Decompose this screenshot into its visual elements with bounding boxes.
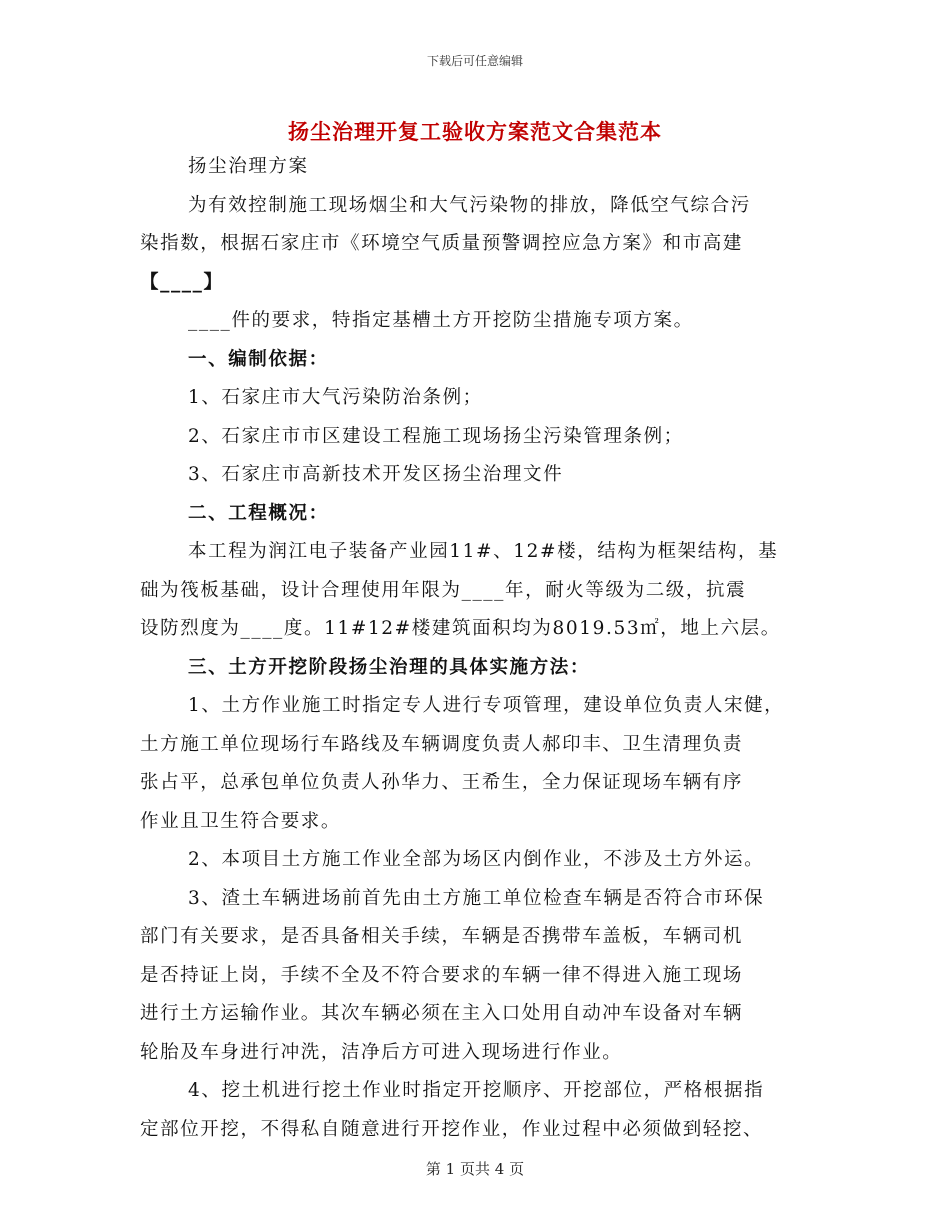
section-heading: 三、土方开挖阶段扬尘治理的具体实施方法：: [188, 656, 591, 678]
body-text-line: 设防烈度为____度。11#12#楼建筑面积均为8019.53㎡，地上六层。: [140, 618, 781, 639]
body-text-line: 土方施工单位现场行车路线及车辆调度负责人郝印丰、卫生清理负责: [140, 733, 744, 755]
body-text-line: 是否持证上岗，手续不全及不符合要求的车辆一律不得进入施工现场: [140, 964, 744, 986]
body-text-line: 染指数，根据石家庄市《环境空气质量预警调控应急方案》和市高建: [140, 233, 744, 254]
page-header: 下载后可任意编辑: [426, 54, 523, 68]
body-text-line: 4、挖土机进行挖土作业时指定开挖顺序、开挖部位，严格根据指: [188, 1080, 765, 1101]
body-text-line: 作业且卫生符合要求。: [140, 810, 342, 832]
body-text-line: 轮胎及车身进行冲洗，洁净后方可进入现场进行作业。: [140, 1041, 623, 1063]
body-text-line: 1、石家庄市大气污染防治条例；: [188, 387, 483, 408]
document-title: 扬尘治理开复工验收方案范文合集范本: [288, 119, 662, 144]
body-text-line: 3、石家庄市高新技术开发区扬尘治理文件: [188, 464, 564, 485]
body-text-line: 部门有关要求，是否具备相关手续，车辆是否携带车盖板，车辆司机: [140, 926, 744, 947]
body-text-line: 扬尘治理方案: [188, 156, 309, 177]
body-text-line: 为有效控制施工现场烟尘和大气污染物的排放，降低空气综合污: [188, 194, 751, 216]
document-body: [140, 148, 820, 1149]
body-text-line: 2、石家庄市市区建设工程施工现场扬尘污染管理条例；: [188, 425, 684, 447]
body-text-line: 本工程为润江电子装备产业园11#、12#楼，结构为框架结构，基: [188, 541, 779, 562]
body-text-line: 张占平，总承包单位负责人孙华力、王希生，全力保证现场车辆有序: [140, 772, 744, 793]
body-text-line: 础为筏板基础，设计合理使用年限为____年，耐火等级为二级，抗震: [140, 579, 747, 601]
body-text-line: 定部位开挖，不得私自随意进行开挖作业，作业过程中必须做到轻挖、: [140, 1118, 764, 1140]
section-heading: 【____】: [140, 271, 224, 293]
body-text-line: 3、渣土车辆进场前首先由土方施工单位检查车辆是否符合市环保: [188, 887, 765, 909]
body-text-line: 进行土方运输作业。其次车辆必须在主入口处用自动冲车设备对车辆: [140, 1003, 744, 1024]
body-text-line: ____件的要求，特指定基槽土方开挖防尘措施专项方案。: [188, 310, 694, 331]
body-text-line: 2、本项目土方施工作业全部为场区内倒作业，不涉及土方外运。: [188, 849, 765, 870]
section-heading: 一、编制依据：: [188, 348, 329, 370]
section-heading: 二、工程概况：: [188, 502, 329, 524]
body-text-line: 1、土方作业施工时指定专人进行专项管理，建设单位负责人宋健，: [188, 695, 785, 716]
page-footer: 第 1 页共 4 页: [425, 1160, 525, 1178]
